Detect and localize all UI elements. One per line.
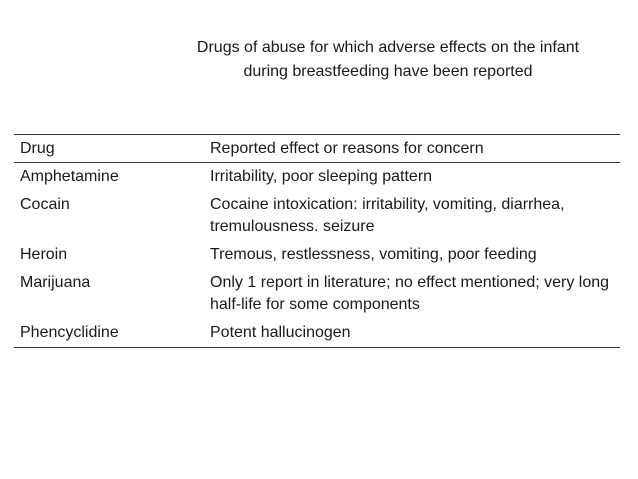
table-row [14,269,620,319]
table-body [14,163,620,348]
cell-drug: Cocain [20,196,70,213]
cell-drug: Phencyclidine [20,324,119,341]
cell-drug: Marijuana [20,274,91,291]
cell-effect: Only 1 report in literature; no effect mentioned; very long half-life for some components [210,274,610,313]
header-drug: Drug [20,140,55,157]
table-row [14,163,620,192]
page-title [160,36,616,84]
table-header-row [14,135,620,163]
table-row [14,241,620,269]
title-line-2: during breastfeeding have been reported [243,63,533,80]
header-effect: Reported effect or reasons for concern [210,140,484,157]
cell-effect: Irritability, poor sleeping pattern [210,168,433,185]
table-header [14,135,620,163]
cell-effect: Tremous, restlessness, vomiting, poor feeding [210,246,537,263]
drug-effects-table [14,134,620,348]
cell-effect: Potent hallucinogen [210,324,351,341]
cell-effect: Cocaine intoxication: irritability, vomiting, diarrhea, tremulousness. seizure [210,196,565,235]
table-row [14,319,620,348]
cell-drug: Heroin [20,246,68,263]
title-line-1: Drugs of abuse for which adverse effects on the infant [196,39,580,56]
cell-drug: Amphetamine [20,168,119,185]
table-row [14,191,620,241]
